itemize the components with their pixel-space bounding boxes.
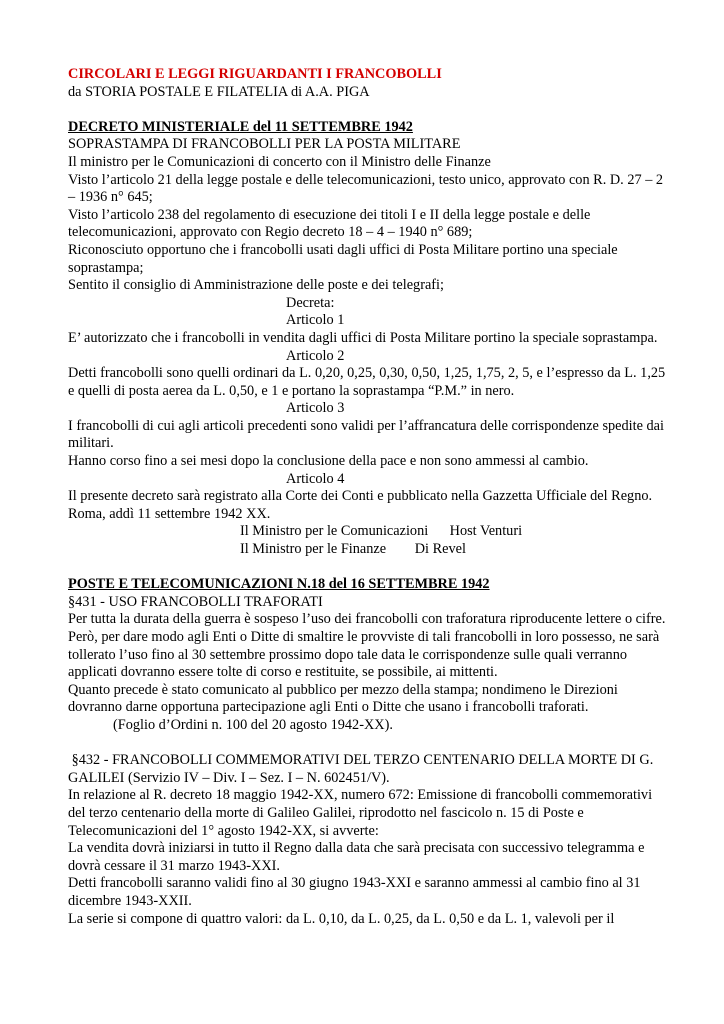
section-paragraph: La serie si compone di quattro valori: da L. 0,10, da L. 0,25, da L. 0,50 e da L. 1, valevoli per il (68, 910, 615, 927)
section-paragraph: Quanto precede è stato comunicato al pubblico per mezzo della stampa; nondimeno le Direzioni dovranno darne opportuna partecipazione agli Enti o Ditte che usano i francobolli traforati. (68, 681, 618, 716)
section-paragraph: In relazione al R. decreto 18 maggio 1942-XX, numero 672: Emissione di francobolli commemorativi del terzo centenario della morte di Galileo Galilei, riprodotto nel fascicolo n. 15 di Poste e Telecomunicazioni del 1° agosto 1942-XX, si avverte: (68, 787, 653, 839)
section-title: §432 - FRANCOBOLLI COMMEMORATIVI DEL TERZO CENTENARIO DELLA MORTE DI G. GALILEI (Servizio IV – Div. I – Sez. I – N. 602451/V). (68, 752, 657, 786)
article-title: Articolo 1 (286, 312, 345, 329)
decree-date: Roma, addì 11 settembre 1942 XX. (68, 505, 271, 522)
article-text: Il presente decreto sarà registrato alla Corte dei Conti e pubblicato nella Gazzetta Ufficiale del Regno. (68, 488, 653, 505)
section-paragraph: La vendita dovrà iniziarsi in tutto il Regno dalla data che sarà precisata con successivo telegramma e dovrà cessare il 31 marzo 1943-XXI. (68, 840, 645, 874)
article-text: I francobolli di cui agli articoli precedenti sono validi per l’affrancatura delle corrispondenze spedite dai militari. (68, 417, 664, 452)
article-text: E’ autorizzato che i francobolli in vendita dagli uffici di Posta Militare portino la speciale soprastampa. (68, 329, 658, 346)
decree-subheading: SOPRASTAMPA DI FRANCOBOLLI PER LA POSTA MILITARE (68, 136, 461, 153)
decree-paragraph: Visto l’articolo 21 della legge postale e delle telecomunicazioni, testo unico, approvato con R. D. 27 – 2 – 1936 n° 645; (68, 171, 664, 206)
article-title: Articolo 2 (286, 347, 345, 364)
signature-line: Il Ministro per le Finanze Di Revel (240, 541, 466, 558)
section-reference: (Foglio d’Ordini n. 100 del 20 agosto 1942-XX). (113, 716, 393, 733)
section-title: §431 - USO FRANCOBOLLI TRAFORATI (68, 593, 323, 610)
document-subtitle: da STORIA POSTALE E FILATELIA di A.A. PIGA (68, 83, 370, 100)
decree-paragraph: Sentito il consiglio di Amministrazione delle poste e dei telegrafi; (68, 277, 445, 294)
signature-line: Il Ministro per le Comunicazioni Host Venturi (240, 523, 523, 540)
article-text: Hanno corso fino a sei mesi dopo la conclusione della pace e non sono ammessi al cambio. (68, 453, 589, 470)
section-paragraph: Detti francobolli saranno validi fino al 30 giugno 1943-XXI e saranno ammessi al cambio fino al 31 dicembre 1943-XXII. (68, 875, 641, 909)
decree-paragraph: Il ministro per le Comunicazioni di concerto con il Ministro delle Finanze (68, 153, 491, 170)
article-title: Articolo 3 (286, 400, 345, 417)
decree-paragraph: Riconosciuto opportuno che i francobolli usati dagli uffici di Posta Militare portino una speciale soprastampa; (68, 241, 618, 276)
bulletin-heading: POSTE E TELECOMUNICAZIONI N.18 del 16 SETTEMBRE 1942 (68, 576, 490, 593)
article-title: Articolo 4 (286, 470, 345, 487)
document-page (68, 66, 668, 928)
decree-heading: DECRETO MINISTERIALE del 11 SETTEMBRE 1942 (68, 118, 413, 135)
section-paragraph: Però, per dare modo agli Enti o Ditte di smaltire le provviste di tali francobolli in loro possesso, ne sarà tollerato l’uso fino al 30 settembre prossimo dopo tale data le corrispondenze sulle quali verranno applicati dovranno essere tolte di corso e restituite, se possibile, ai mittenti. (68, 629, 660, 681)
document-title: CIRCOLARI E LEGGI RIGUARDANTI I FRANCOBOLLI (68, 66, 442, 82)
decree-paragraph: Visto l’articolo 238 del regolamento di esecuzione dei titoli I e II della legge postale e delle telecomunicazioni, approvato con Regio decreto 18 – 4 – 1940 n° 689; (68, 206, 591, 241)
article-text: Detti francobolli sono quelli ordinari da L. 0,20, 0,25, 0,30, 0,50, 1,25, 1,75, 2, 5, e l’espresso da L. 1,25 e quelli di posta aerea da L. 0,50, e 1 e portano la soprastampa “P.M.” in nero. (68, 365, 666, 399)
section-paragraph: Per tutta la durata della guerra è sospeso l’uso dei francobolli con traforatura riproducente lettere o cifre. (68, 611, 666, 628)
decreta-label: Decreta: (286, 294, 335, 311)
